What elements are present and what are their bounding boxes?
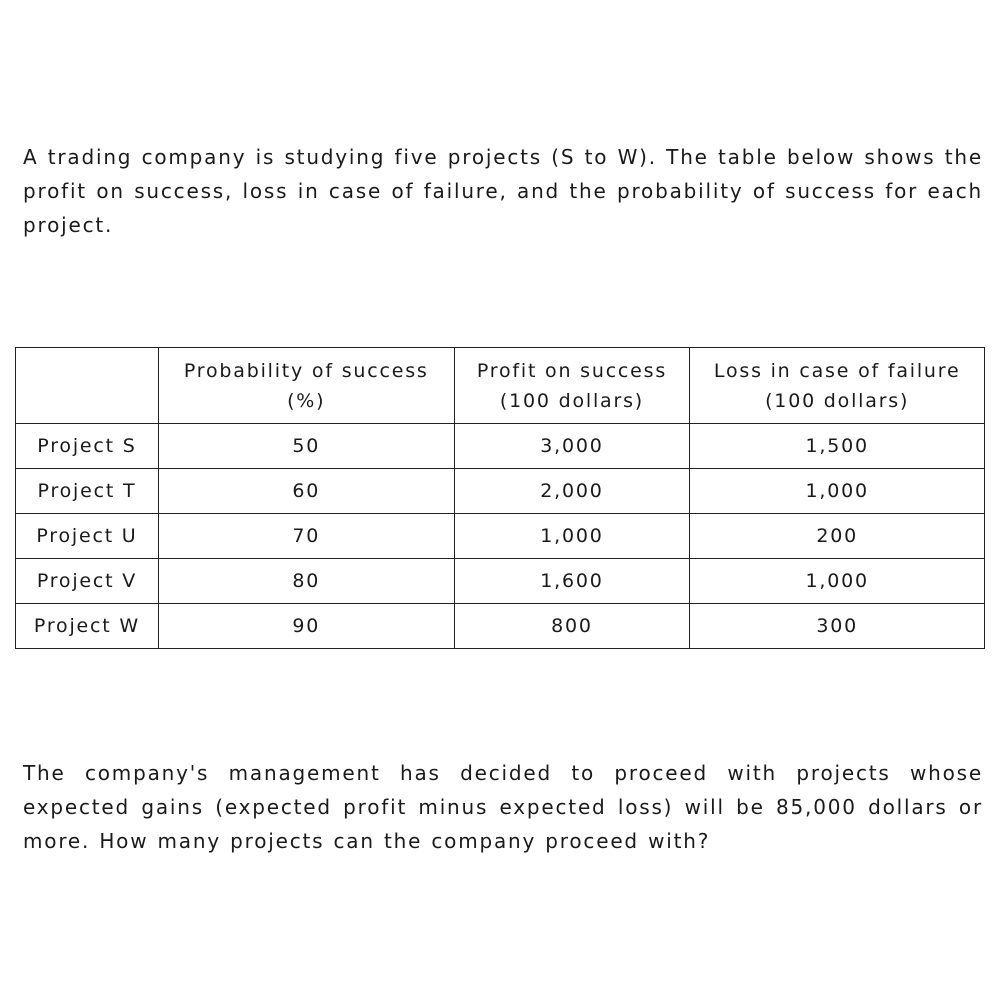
profit-cell: 800 bbox=[454, 604, 690, 649]
table-row bbox=[16, 424, 985, 469]
loss-cell: 200 bbox=[690, 514, 985, 559]
loss-cell: 1,500 bbox=[690, 424, 985, 469]
probability-cell: 60 bbox=[158, 469, 454, 514]
profit-cell: 1,000 bbox=[454, 514, 690, 559]
table-header-row bbox=[16, 348, 985, 424]
project-name-cell: Project T bbox=[16, 469, 159, 514]
question-paragraph: The company's management has decided to proceed with projects whose expected gains (expected profit minus expected loss) will be 85,000 dollars or more. How many projects can the company proceed with? bbox=[23, 761, 983, 853]
header-loss-label: Loss in case of failure bbox=[713, 359, 961, 382]
header-profit bbox=[454, 348, 690, 424]
header-loss-unit: (100 dollars) bbox=[765, 389, 910, 412]
probability-cell: 70 bbox=[158, 514, 454, 559]
probability-cell: 80 bbox=[158, 559, 454, 604]
probability-cell: 90 bbox=[158, 604, 454, 649]
header-probability-label: Probability of success bbox=[183, 359, 429, 382]
header-probability-unit: (%) bbox=[287, 389, 326, 412]
loss-cell: 1,000 bbox=[690, 469, 985, 514]
table-row bbox=[16, 604, 985, 649]
header-probability bbox=[158, 348, 454, 424]
profit-cell: 2,000 bbox=[454, 469, 690, 514]
loss-cell: 1,000 bbox=[690, 559, 985, 604]
project-name-cell: Project V bbox=[16, 559, 159, 604]
header-profit-label: Profit on success bbox=[476, 359, 668, 382]
header-loss bbox=[690, 348, 985, 424]
project-name-cell: Project W bbox=[16, 604, 159, 649]
table-row bbox=[16, 469, 985, 514]
loss-cell: 300 bbox=[690, 604, 985, 649]
header-corner-cell bbox=[16, 348, 159, 424]
table-row bbox=[16, 514, 985, 559]
header-profit-unit: (100 dollars) bbox=[499, 389, 645, 412]
table-row bbox=[16, 559, 985, 604]
profit-cell: 3,000 bbox=[454, 424, 690, 469]
project-name-cell: Project U bbox=[16, 514, 159, 559]
profit-cell: 1,600 bbox=[454, 559, 690, 604]
intro-paragraph: A trading company is studying five projects (S to W). The table below shows the profit on success, loss in case of failure, and the probability of success for each project. bbox=[23, 145, 983, 237]
probability-cell: 50 bbox=[158, 424, 454, 469]
projects-table bbox=[15, 347, 985, 649]
project-name-cell: Project S bbox=[16, 424, 159, 469]
